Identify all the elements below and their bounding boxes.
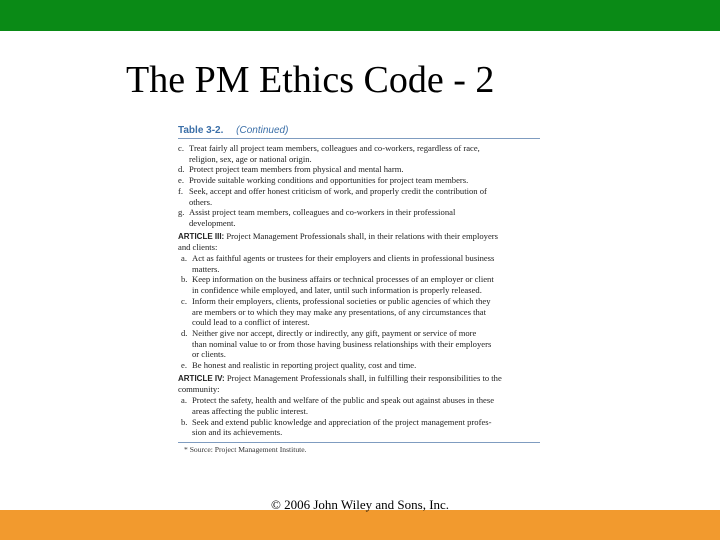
table-row (178, 296, 540, 307)
table-heading (178, 124, 540, 137)
table-row (178, 328, 540, 339)
article-iii-heading (178, 231, 540, 243)
article-iv-intro: Project Management Professionals shall, in fulfilling their responsibilities to the (226, 372, 502, 383)
row-text: Seek and extend public knowledge and appreciation of the project management profes- (192, 416, 492, 427)
table-row (178, 274, 540, 285)
row-label: d. (178, 164, 185, 175)
article-iv-heading (178, 373, 540, 385)
row-text: areas affecting the public interest. (192, 405, 309, 416)
row-text: matters. (192, 263, 220, 274)
row-text: than nominal value to or from those having business relationships with their employers (192, 338, 492, 349)
row-text: religion, sex, age or national origin. (189, 153, 312, 164)
row-text: could lead to a conflict of interest. (192, 317, 310, 328)
slide-title: The PM Ethics Code - 2 (126, 59, 495, 101)
row-text: Assist project team members, colleagues and co-workers in their professional (189, 207, 456, 218)
article-ii-list (178, 143, 540, 229)
row-text: Seek, accept and offer honest criticism of work, and properly credit the contribution of (189, 185, 487, 196)
table-row (178, 175, 540, 186)
row-label: b. (181, 274, 188, 285)
table-row (178, 317, 540, 328)
row-label: c. (181, 295, 187, 306)
row-label: d. (181, 327, 188, 338)
article-iii-title: ARTICLE III: (178, 231, 225, 241)
row-text: in confidence while employed, and later, until such information is properly released. (192, 285, 482, 296)
table-top-rule (178, 138, 540, 139)
table-footnote: * Source: Project Management Institute. (184, 444, 307, 454)
table-row (178, 186, 540, 197)
row-label: c. (178, 143, 184, 153)
article-iv-title: ARTICLE IV: (178, 373, 225, 383)
ethics-code-table (178, 124, 540, 486)
row-text: Act as faithful agents or trustees for their employers and clients in professional business (192, 253, 495, 264)
table-row (178, 360, 540, 371)
bottom-accent-bar (0, 510, 720, 540)
table-row (178, 143, 540, 154)
table-number: Table 3-2. (178, 125, 224, 136)
table-row (178, 417, 540, 428)
table-row (178, 307, 540, 318)
row-label: a. (181, 395, 187, 406)
row-text: Protect the safety, health and welfare of the public and speak out against abuses in these (192, 395, 495, 406)
row-text: Keep information on the business affairs or technical processes of an employer or client (192, 274, 494, 285)
row-label: e. (181, 360, 187, 371)
row-text: Treat fairly all project team members, colleagues and co-workers, regardless of race, (189, 143, 480, 153)
article-iv-list (178, 395, 540, 438)
row-text: are members or to which they may make any presentations, of any circumstances that (192, 306, 486, 317)
top-accent-bar (0, 0, 720, 31)
row-text: Inform their employers, clients, professional societies or public agencies of which they (192, 295, 491, 306)
row-text: Provide suitable working conditions and opportunities for project team members. (189, 175, 469, 186)
table-row (178, 349, 540, 360)
row-text: Neither give nor accept, directly or indirectly, any gift, payment or service of more (192, 327, 477, 338)
table-row (178, 427, 540, 438)
row-label: g. (178, 207, 185, 218)
article-iii-intro-cont: and clients: (178, 242, 218, 253)
row-text: Protect project team members from physical and mental harm. (189, 164, 404, 175)
row-text: development. (189, 217, 236, 228)
copyright-notice: © 2006 John Wiley and Sons, Inc. (270, 497, 450, 512)
row-label: b. (181, 416, 188, 427)
row-text: others. (189, 196, 213, 207)
row-label: e. (178, 175, 184, 186)
table-row (178, 339, 540, 350)
table-row (178, 253, 540, 264)
table-row (178, 164, 540, 175)
row-text: sion and its achievements. (192, 427, 283, 438)
table-row (178, 207, 540, 218)
table-bottom-rule (178, 442, 540, 443)
table-row (178, 218, 540, 229)
article-iii-intro: Project Management Professionals shall, in their relations with their employers (226, 230, 498, 241)
row-text: or clients. (192, 349, 226, 360)
table-row (178, 406, 540, 417)
table-row (178, 264, 540, 275)
table-continued-label: (Continued) (236, 125, 289, 136)
table-row (178, 154, 540, 165)
row-text: Be honest and realistic in reporting project quality, cost and time. (192, 360, 417, 371)
table-row (178, 197, 540, 208)
row-label: f. (178, 185, 184, 196)
article-iii-list (178, 253, 540, 371)
row-label: a. (181, 253, 187, 264)
article-iv-intro-cont: community: (178, 384, 220, 395)
table-row (178, 285, 540, 296)
table-row (178, 395, 540, 406)
